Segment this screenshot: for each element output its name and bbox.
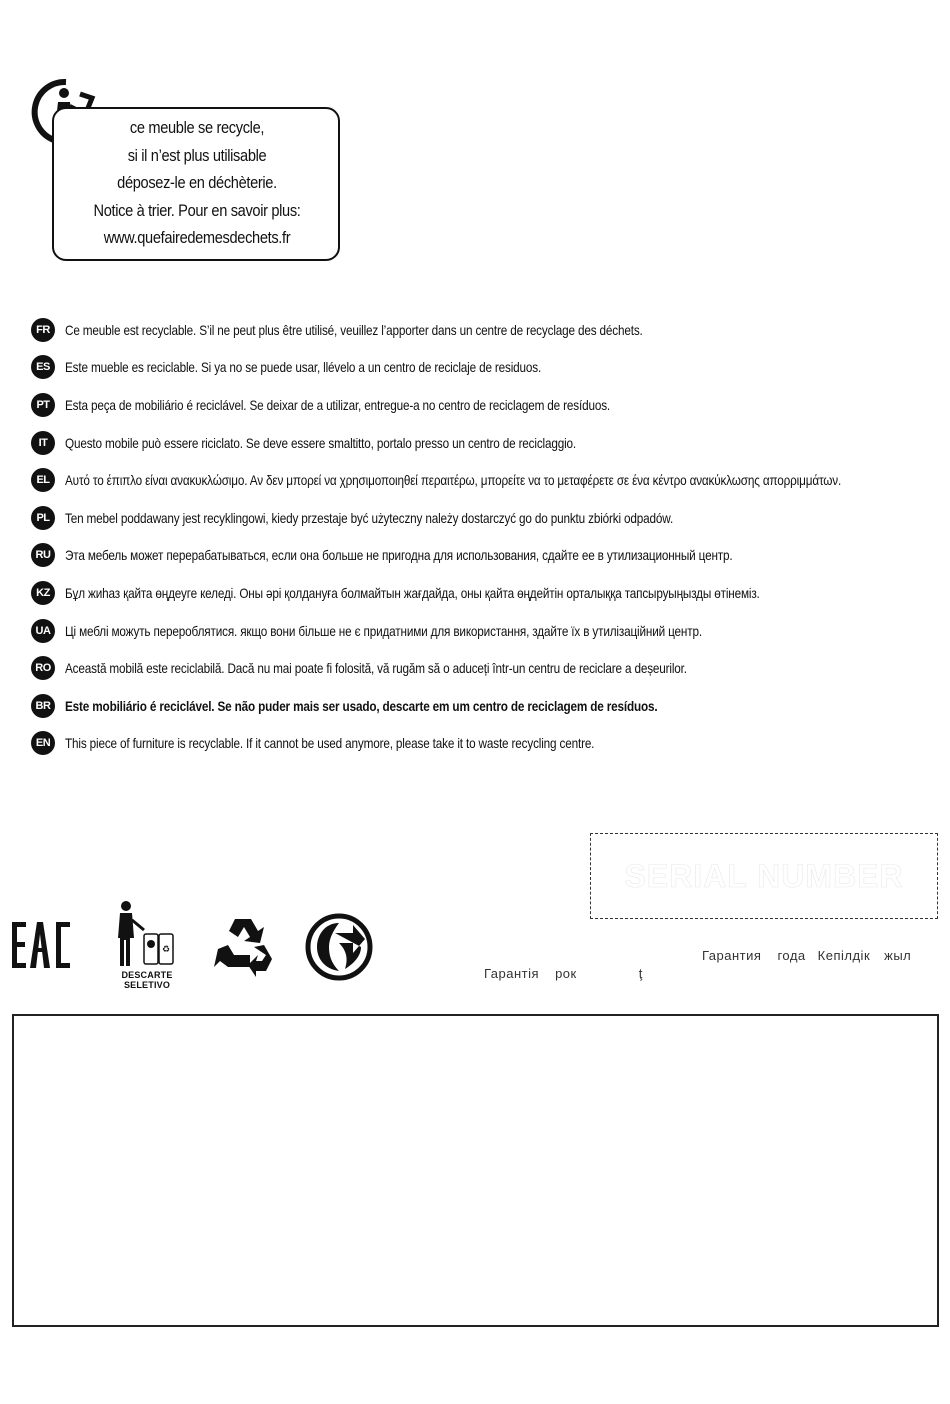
warranty-ru-kz — [702, 948, 911, 963]
language-badge: EL — [31, 468, 55, 492]
triman-line: si il n’est plus utilisable — [127, 145, 267, 165]
language-row-ro — [31, 649, 941, 687]
language-row-el — [31, 461, 941, 499]
language-text: Este mobiliário é reciclável. Se não puder mais ser usado, descarte em um centro de reciclagem de resíduos. — [65, 697, 658, 714]
language-badge: RO — [31, 656, 55, 680]
language-badge: PL — [31, 506, 55, 530]
triman-line: Notice à trier. Pour en savoir plus: — [93, 200, 301, 220]
svg-text:♻: ♻ — [161, 944, 171, 954]
language-badge: RU — [31, 543, 55, 567]
warranty-ua-mark: ţ — [638, 966, 643, 981]
triman-line: déposez-le en déchèterie. — [117, 173, 277, 193]
serial-number-box — [590, 833, 938, 919]
warranty-kz-years: жыл — [884, 948, 912, 963]
label-frame — [12, 1014, 939, 1327]
warranty-ua-word: Гарантія — [484, 966, 540, 981]
language-row-br — [31, 687, 941, 725]
language-text: This piece of furniture is recyclable. If it cannot be used anymore, please take it to waste recycling centre. — [65, 735, 595, 752]
descarte-label-line1: DESCARTE — [121, 970, 173, 980]
warranty-ua — [484, 966, 643, 981]
language-badge: IT — [31, 431, 55, 455]
language-text: Esta peça de mobiliário é reciclável. Se deixar de a utilizar, entregue-a no centro de reciclagem de resíduos. — [65, 396, 611, 413]
warranty-ru-word: Гарантия — [702, 948, 762, 963]
language-row-es — [31, 349, 941, 387]
warranty-kz-word: Кепілдік — [817, 948, 871, 963]
language-row-pt — [31, 386, 941, 424]
language-badge: PT — [31, 393, 55, 417]
language-row-ua — [31, 612, 941, 650]
triman-line: ce meuble se recycle, — [129, 118, 265, 137]
language-text: Este mueble es reciclable. Si ya no se puede usar, llévelo a un centro de reciclaje de residuos. — [65, 359, 542, 376]
language-text: Această mobilă este reciclabilă. Dacă nu mai poate fi folosită, vă rugăm să o aduceți într-un centru de reciclare a deșeurilor. — [65, 660, 687, 677]
warranty-ua-years: рок — [555, 966, 577, 981]
language-badge: FR — [31, 318, 55, 342]
triman-line: www.quefairedemesdechets.fr — [103, 228, 291, 248]
language-row-pl — [31, 499, 941, 537]
language-row-it — [31, 424, 941, 462]
language-badge: UA — [31, 619, 55, 643]
warranty-ru-years: года — [777, 948, 806, 963]
green-dot-icon — [305, 913, 373, 981]
language-badge: ES — [31, 355, 55, 379]
language-text: Αυτό το έπιπλο είναι ανακυκλώσιμο. Αν δεν μπορεί να χρησιμοποιηθεί περαιτέρω, μπορείτε να το μεταφέρετε σε ένα κέντρο ανακύκλωσης απορριμμάτων. — [65, 472, 842, 489]
language-text: Ten mebel poddawany jest recyklingowi, kiedy przestaje być użyteczny należy dostarczyć go do punktu zbiórki odpadów. — [65, 509, 674, 526]
eac-logo — [12, 920, 72, 970]
language-list — [31, 311, 941, 762]
language-badge: KZ — [31, 581, 55, 605]
language-badge: EN — [31, 731, 55, 755]
descarte-label-line2: SELETIVO — [123, 980, 171, 990]
language-text: Questo mobile può essere riciclato. Se deve essere smaltitto, portalo presso un centro de reciclaggio. — [65, 434, 577, 451]
language-row-en — [31, 725, 941, 763]
language-badge: BR — [31, 694, 55, 718]
language-text: Эта мебель может перерабатываться, если она больше не пригодна для использования, сдайте ее в утилизационный центр. — [65, 547, 733, 564]
language-text: Бұл жиһаз қайта өңдеуге келеді. Оны әрі қолдануға болмайтын жағдайда, оны қайта өңдейтін орталыққа тапсыруыңызды өтінеміз. — [65, 584, 760, 601]
recycle-icon — [210, 915, 276, 977]
language-row-kz — [31, 574, 941, 612]
language-row-ru — [31, 537, 941, 575]
serial-number-label: SERIAL NUMBER — [624, 857, 904, 894]
language-text: Ці меблі можуть перероблятися. якщо вони більше не є придатними для використання, здайте їх в утилізаційний центр. — [65, 622, 702, 639]
language-row-fr — [31, 311, 941, 349]
triman-text — [72, 114, 321, 252]
language-text: Ce meuble est recyclable. S’il ne peut plus être utilisé, veuillez l’apporter dans un centre de recyclage des déchets. — [65, 321, 643, 338]
descarte-seletivo-label — [108, 970, 186, 990]
